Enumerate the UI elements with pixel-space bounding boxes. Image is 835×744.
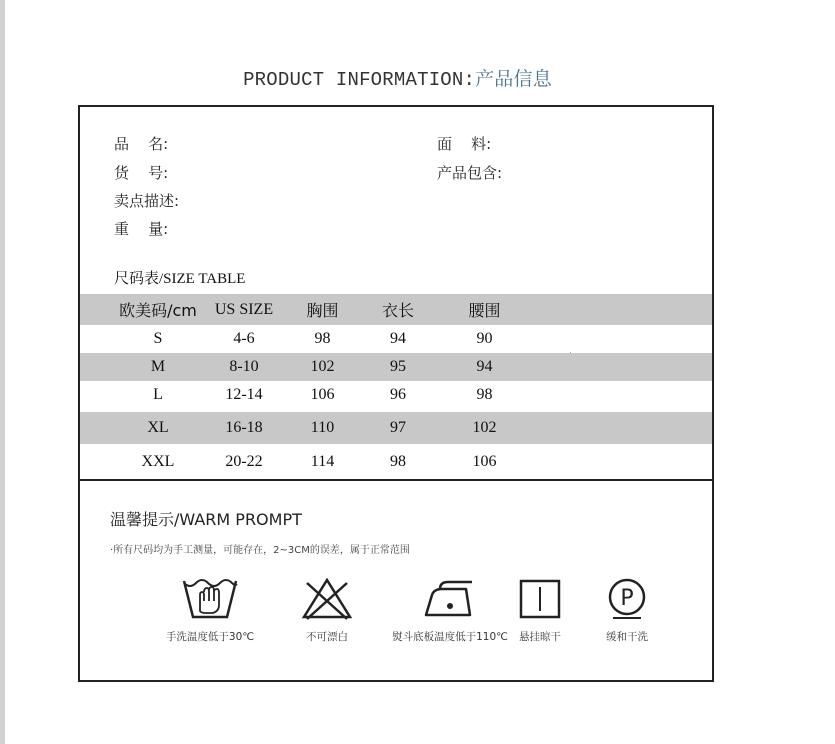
cell-chest: 106 (310, 386, 335, 403)
cell-length: 94 (390, 330, 406, 347)
product-info-card (78, 105, 714, 682)
size-row-xl (80, 412, 712, 444)
cell-length: 95 (390, 358, 406, 375)
cell-us: 8-10 (229, 358, 259, 375)
care-item-hand-wash (145, 577, 275, 644)
cell-eu: S (153, 330, 163, 347)
care-item-no-bleach (262, 577, 392, 644)
cell-waist: 90 (476, 330, 493, 347)
cell-length: 97 (390, 419, 406, 436)
page-left-edge (0, 0, 5, 744)
field-item-number: 货 号: (114, 164, 169, 182)
cell-waist: 98 (476, 386, 493, 403)
title-cn: 产品信息 (475, 68, 552, 90)
header-length: 衣长 (381, 301, 414, 320)
size-table-title: 尺码表/SIZE TABLE (114, 269, 246, 287)
warm-prompt-title: 温馨提示/WARM PROMPT (110, 510, 302, 529)
section-divider (80, 479, 712, 481)
care-item-dry-clean (562, 577, 692, 644)
field-weight: 重 量: (114, 220, 169, 238)
stray-dot (570, 352, 571, 353)
cell-waist: 106 (472, 453, 497, 470)
title-en: PRODUCT INFORMATION: (243, 69, 476, 91)
cell-us: 12-14 (225, 386, 263, 403)
line-dry-icon (518, 577, 562, 621)
care-label: 不可漂白 (306, 631, 348, 643)
size-table-header (80, 294, 712, 325)
cell-eu: XXL (141, 453, 175, 470)
cell-eu: L (153, 386, 163, 403)
care-label: 悬挂晾干 (519, 631, 561, 643)
header-eu-size: 欧美码/cm (119, 301, 197, 320)
field-fabric: 面 料: (437, 135, 492, 153)
cell-chest: 110 (310, 419, 335, 436)
header-waist: 腰围 (468, 301, 501, 320)
page-title (0, 64, 795, 91)
cell-length: 96 (390, 386, 406, 403)
cell-length: 98 (390, 453, 406, 470)
size-row-l (80, 381, 712, 409)
warm-prompt-note: ·所有尺码均为手工测量，可能存在，2~3CM的误差，属于正常范围 (110, 545, 410, 556)
size-row-s (80, 325, 712, 353)
no-bleach-icon (301, 577, 353, 621)
dry-clean-p-icon (605, 577, 649, 621)
field-selling-points: 卖点描述: (114, 192, 180, 210)
cell-us: 16-18 (225, 419, 263, 436)
cell-chest: 114 (310, 453, 335, 470)
care-label: 熨斗底板温度低于110℃ (392, 631, 508, 643)
care-label: 缓和干洗 (606, 631, 648, 643)
care-label: 手洗温度低于30℃ (165, 631, 255, 643)
field-package-contents: 产品包含: (437, 164, 503, 182)
cell-us: 4-6 (233, 330, 255, 347)
hand-wash-icon (180, 577, 240, 621)
size-row-xxl (80, 447, 712, 477)
size-row-m (80, 353, 712, 381)
cell-eu: XL (147, 419, 169, 436)
svg-text:P: P (620, 586, 634, 611)
cell-us: 20-22 (225, 453, 263, 470)
cell-eu: M (150, 358, 166, 375)
header-chest: 胸围 (306, 301, 339, 320)
cell-waist: 94 (476, 358, 493, 375)
cell-chest: 98 (314, 330, 331, 347)
iron-low-temp-icon (422, 577, 478, 621)
cell-chest: 102 (310, 358, 335, 375)
cell-waist: 102 (472, 419, 497, 436)
header-us-size: US SIZE (214, 300, 274, 318)
field-product-name: 品 名: (114, 135, 169, 153)
